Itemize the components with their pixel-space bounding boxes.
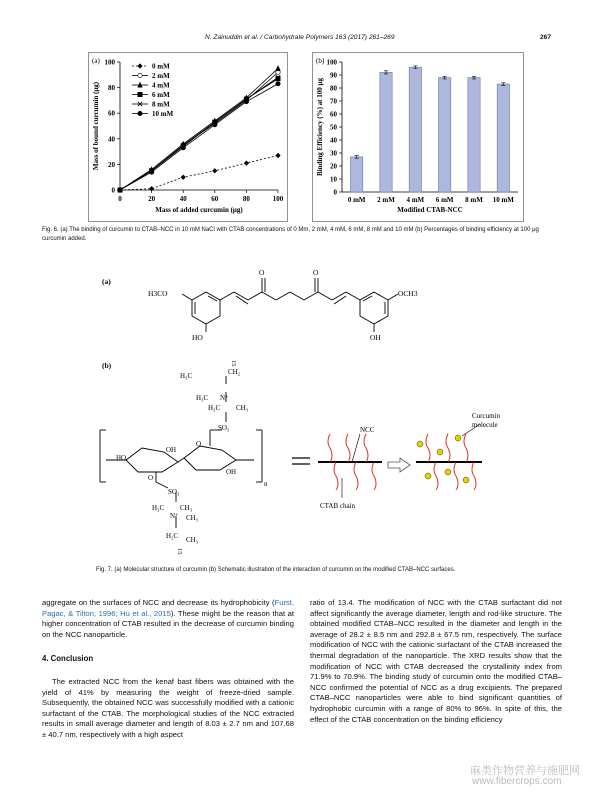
fig6a-legend-marker <box>138 64 142 68</box>
fig6a-y-tick-label: 40 <box>108 135 115 144</box>
running-title: N. Zainuddin et al. / Carbohydrate Polymers 163 (2017) 261–269 <box>205 34 395 41</box>
ctab-bottom-sulfate: SO₃ <box>168 488 180 496</box>
curcumin-oxygen-2: O <box>313 268 319 277</box>
ncc-schematic-1 <box>318 434 382 498</box>
fig6a-x-tick-label: 0 <box>118 195 122 203</box>
ctab-chain-label: CTAB chain <box>320 502 356 510</box>
ctab-top-ch2: CH₂ <box>228 368 241 376</box>
fig6a-x-tick-label: 20 <box>148 195 156 203</box>
fig6b-y-tick-label: 40 <box>330 136 337 145</box>
curcumin-right-hydroxyl: OH <box>370 333 381 342</box>
ctab-bottom-methyl-3: CH₃ <box>186 514 199 522</box>
fig6a-x-tick-label: 40 <box>179 195 187 203</box>
ctab-bottom-methyl-1: H₃C <box>152 504 165 512</box>
fig6b-y-tick-label: 0 <box>333 188 337 197</box>
curcumin-structure <box>182 278 398 332</box>
curcumin-left-methoxy: H3CO <box>148 289 168 298</box>
conclusion-paragraph: The extracted NCC from the kenaf bast fibers was obtained with the yield of 41% by measuring the weight of freeze-dried sample. Subsequently, the obtained NCC was successfully modified with a cationic surfactant of the CTAB. The morphological studies of the NCC extracted results in small average diameter and length of 8.03 ± 2.7 nm and 107.68 ± 40.7 nm, respectively with a high aspect <box>42 676 294 739</box>
ctab-bottom-ch2: H₂C <box>166 532 179 540</box>
fig6b-x-tick-label: 2 mM <box>377 196 395 204</box>
fig7-scheme <box>86 262 526 562</box>
glucose-ring-2 <box>184 446 236 470</box>
ctab-bottom-chain-length: 15 <box>176 548 183 555</box>
fig6b-bar <box>380 72 392 192</box>
curcumin-right-ring <box>360 292 388 324</box>
ctab-top-methyl-4: CH₃ <box>236 404 249 412</box>
fig6b-x-tick-label: 0 mM <box>347 196 366 204</box>
curcumin-left-hydroxyl: HO <box>192 333 203 342</box>
fig6a-legend-label: 0 mM <box>152 62 170 71</box>
fig6a-point <box>244 99 248 103</box>
fig6a-x-axis-label: Mass of added curcumin (μg) <box>155 206 243 214</box>
curcumin-oxygen-1: O <box>259 268 265 277</box>
fig6a-series-line-1 <box>120 72 278 190</box>
fig6b-y-tick-label: 50 <box>330 123 337 132</box>
ctab-top-methyl-1: H₃C <box>180 372 193 380</box>
fig6a-y-axis-label: Mass of bound curcumin (μg) <box>92 81 100 171</box>
ncc-hydroxyl-3: OH <box>226 468 237 476</box>
fig6b-y-axis-label: Binding Efficiency (%) at 100 μg <box>316 78 324 176</box>
ctab-top-chain-length: 15 <box>230 360 237 367</box>
fig7-caption: Fig. 7. (a) Molecular structure of curcumin (b) Schematic illustration of the interaction of curcumin on the modified CTAB–NCC surfaces. <box>96 567 456 573</box>
ncc-schematic-2 <box>416 424 482 490</box>
fig6a-series-line-0 <box>120 155 278 190</box>
ctab-top-methyl-2: H₃C <box>196 394 209 402</box>
fig6a-legend-label: 2 mM <box>152 72 170 80</box>
fig6a-legend-label: 10 mM <box>152 110 174 118</box>
fig6a-point <box>181 146 185 150</box>
ncc-oxygen-1: O <box>148 474 154 482</box>
fig6b-bar <box>351 157 363 192</box>
ctab-bottom-nitrogen: N⁺ <box>170 512 179 520</box>
fig6b-y-tick-label: 90 <box>330 71 337 80</box>
ctab-bottom-methyl-2: CH₃ <box>180 504 193 512</box>
conclusion-lead-paragraph: aggregate on the surfaces of NCC and decrease its hydrophobicity (Furst, Pagac, & Tilton, 1996; Hu et al., 2015). These might be the reason that at higher concentration of CTAB resulted in the decrease of curcumin binding on the NCC nanoparticle. <box>42 598 294 639</box>
ncc-oxygen-2: O <box>196 440 202 448</box>
citation-link[interactable]: Furst, Pagac, & Tilton, 1996; Hu et al., 2015 <box>42 598 294 618</box>
fig7-panel-a-label: (a) <box>102 277 111 286</box>
fig6a-legend-marker <box>138 111 142 115</box>
fig6b-bar <box>439 78 451 192</box>
fig6b-x-axis-label: Modified CTAB-NCC <box>397 206 463 214</box>
ncc-hydroxyl-2: HO <box>116 454 127 462</box>
fig6b-panel-label: (b) <box>316 57 325 65</box>
fig6b-x-tick-label: 6 mM <box>435 196 454 204</box>
ctab-bottom-methyl-4: CH₃ <box>186 536 199 544</box>
fig6b-y-tick-label: 20 <box>330 162 337 171</box>
fig6b-x-tick-label: 4 mM <box>406 196 425 204</box>
transform-arrow <box>388 458 410 472</box>
fig6a-x-tick-label: 100 <box>272 195 284 203</box>
fig6b-x-tick-label: 8 mM <box>465 196 483 204</box>
fig6a-point <box>276 153 280 157</box>
fig6a-y-tick-label: 60 <box>108 109 115 118</box>
fig6a-x-tick-label: 60 <box>211 195 219 203</box>
fig6a-series-line-3 <box>120 79 278 190</box>
fig6b-y-tick-label: 70 <box>330 97 337 106</box>
fig6b-y-tick-label: 100 <box>326 58 337 67</box>
watermark-line-1: 麻类作物营养与施肥网 <box>470 765 580 777</box>
watermark-line-2: www.fibercrops.com <box>472 776 562 787</box>
curcumin-molecule-label-1: Curcumin <box>472 412 500 420</box>
fig7-panel-b-label: (b) <box>102 361 112 370</box>
page-number: 267 <box>540 34 552 41</box>
fig6a-y-tick-label: 20 <box>108 160 115 169</box>
fig6a-panel-label: (a) <box>92 57 100 65</box>
fig6a-line-chart <box>88 52 288 222</box>
fig6a-point <box>149 170 153 174</box>
fig6a-point <box>118 188 122 192</box>
curcumin-right-methoxy: OCH3 <box>398 289 418 298</box>
fig6b-bar <box>497 84 509 192</box>
ncc-label: NCC <box>360 426 375 434</box>
ctab-top-methyl-3: H₃C <box>208 404 221 412</box>
fig6a-legend-label: 6 mM <box>152 91 170 99</box>
fig6-caption: Fig. 6. (a) The binding of curcumin to CTAB–NCC in 10 mM NaCl with CTAB concentrations of 0 Mm, 2 mM, 4 mM, 6 mM, 8 mM and 10 mM (b) Percentages of binding efficiency at 100 μg curcumin added. <box>42 227 539 242</box>
fig6a-legend-label: 8 mM <box>152 100 170 109</box>
fig6a-point <box>244 161 248 165</box>
fig6b-bar <box>468 78 480 192</box>
fig6a-point <box>181 175 185 179</box>
fig6b-y-tick-label: 10 <box>330 175 337 184</box>
fig6a-y-tick-label: 100 <box>104 58 115 67</box>
ctab-top-sulfate: SO₃ <box>218 424 230 432</box>
ncc-repeat-n: n <box>264 480 268 488</box>
fig6a-y-tick-label: 80 <box>108 84 115 93</box>
fig6a-legend-marker <box>138 92 142 96</box>
ncc-hydroxyl-1: OH <box>166 446 177 454</box>
fig6a-point <box>213 123 217 127</box>
fig6b-bar <box>409 67 421 192</box>
fig6b-bar-chart <box>312 52 524 222</box>
fig6a-series-line-2 <box>120 68 278 190</box>
fig6b-y-tick-label: 60 <box>330 110 337 119</box>
fig6a-legend-label: 4 mM <box>152 81 170 90</box>
fig6a-point <box>276 66 280 71</box>
fig6a-point <box>213 169 217 173</box>
fig6b-x-tick-label: 10 mM <box>492 196 514 204</box>
section-title: 4. Conclusion <box>42 654 94 664</box>
fig6b-y-tick-label: 30 <box>330 149 337 158</box>
right-column: ratio of 13.4. The modification of NCC with the CTAB surfactant did not affect significantly the average diameter, length and rod-like structure. The obtained modified CTAB–NCC resulted in the diameter and length in the average of 28.2 ± 8.5 nm and 292.8 ± 67.5 nm, respectively. The surface modification of NCC with the cationic surfactant of the CTAB increased the thermal degradation of the nanoparticle. The XRD results show that the modification of NCC with CTAB decreased the crystallinity index from 71.9% to 70.9%. The binding study of curcumin onto the modified CTAB–NCC confirmed the potential of NCC as a drug excipients. The prepared CTAB–NCC nanoparticles were able to bind significant quantities of hydrophobic curcumin with a range of 80% to 96%. In spite of this, the effect of the CTAB concentration on the binding efficiency <box>310 598 562 724</box>
curcumin-left-ring <box>192 292 220 324</box>
fig6a-legend-marker <box>138 73 142 77</box>
fig6a-y-tick-label: 0 <box>111 186 115 195</box>
fig6b-y-tick-label: 80 <box>330 84 337 93</box>
fig6a-point <box>276 82 280 86</box>
left-column <box>42 598 294 741</box>
fig6a-x-tick-label: 80 <box>242 195 250 203</box>
ctab-top-nitrogen: N⁺ <box>220 394 229 402</box>
curcumin-molecule-label-2: molecule <box>472 421 498 429</box>
